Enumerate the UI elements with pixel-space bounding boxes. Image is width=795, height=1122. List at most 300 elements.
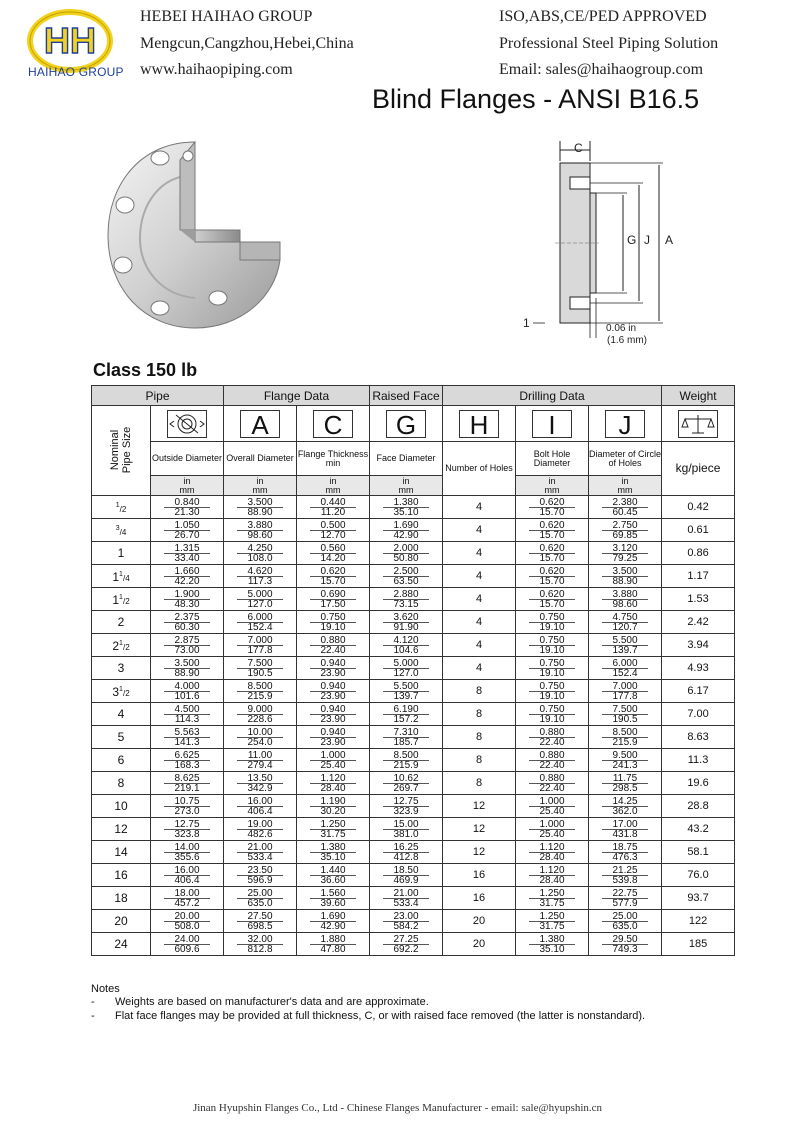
bolt-hole-diameter-in: 1.000 (539, 818, 565, 830)
circle-of-holes-cell (589, 657, 662, 680)
overall-diameter-mm: 254.0 (237, 737, 283, 747)
overall-diameter-cell (224, 818, 297, 841)
bolt-hole-diameter-cell (516, 795, 589, 818)
outside-diameter-in: 18.00 (174, 887, 200, 899)
table-row (92, 818, 735, 841)
tagline: Professional Steel Piping Solution (499, 35, 719, 52)
circle-of-holes-in: 2.380 (612, 496, 638, 508)
outside-diameter-mm: 88.90 (164, 668, 210, 678)
outside-diameter-in: 5.563 (174, 726, 200, 738)
outside-diameter-header: Outside Diameter (151, 442, 224, 476)
bolt-hole-diameter-cell (516, 588, 589, 611)
overall-diameter-in: 25.00 (247, 887, 273, 899)
bolt-hole-diameter-cell (516, 772, 589, 795)
nominal-size-cell (92, 703, 151, 726)
bolt-hole-diameter-cell (516, 818, 589, 841)
outside-diameter-cell (151, 818, 224, 841)
table-row (92, 680, 735, 703)
overall-diameter-mm: 190.5 (237, 668, 283, 678)
outside-diameter-mm: 114.3 (164, 714, 210, 724)
table-row (92, 611, 735, 634)
overall-diameter-in: 5.000 (247, 588, 273, 600)
size-denominator: 2 (121, 504, 127, 514)
nominal-size-cell (92, 611, 151, 634)
number-of-holes-cell: 4 (443, 542, 516, 565)
outside-diameter-mm: 168.3 (164, 760, 210, 770)
bolt-hole-diameter-in: 1.120 (539, 841, 565, 853)
circle-of-holes-mm: 577.9 (602, 898, 648, 908)
bolt-hole-diameter-in: 1.000 (539, 795, 565, 807)
bolt-hole-diameter-in: 0.620 (539, 496, 565, 508)
flange-thickness-in: 0.940 (320, 703, 346, 715)
size-slash: / (119, 504, 122, 514)
size-whole: 1 (112, 592, 120, 607)
number-of-holes-cell: 12 (443, 818, 516, 841)
number-of-holes-cell: 8 (443, 726, 516, 749)
flange-thickness-in: 0.750 (320, 611, 346, 623)
outside-diameter-cell (151, 795, 224, 818)
circle-of-holes-mm: 88.90 (602, 576, 648, 586)
circle-of-holes-mm: 152.4 (602, 668, 648, 678)
flange-thickness-mm: 35.10 (310, 852, 356, 862)
weight-cell: 1.53 (662, 588, 735, 611)
note-text: Flat face flanges may be provided at full thickness, C, or with raised face removed (the latter is nonstandard). (115, 1010, 646, 1022)
flange-thickness-in: 0.940 (320, 657, 346, 669)
face-diameter-mm: 127.0 (383, 668, 429, 678)
nominal-size-cell (92, 634, 151, 657)
outside-diameter-cell (151, 565, 224, 588)
circle-of-holes-header: Diameter of Circle of Holes (589, 442, 662, 476)
outside-diameter-cell (151, 933, 224, 956)
face-diameter-mm: 215.9 (383, 760, 429, 770)
overall-diameter-mm: 117.3 (237, 576, 283, 586)
nominal-size-cell (92, 657, 151, 680)
size-denominator: 4 (121, 527, 127, 537)
outside-diameter-in: 1.315 (174, 542, 200, 554)
face-diameter-cell (370, 887, 443, 910)
size-whole: 2 (117, 614, 125, 629)
number-of-holes-cell: 16 (443, 887, 516, 910)
flange-thickness-mm: 15.70 (310, 576, 356, 586)
size-numerator: 1 (119, 593, 123, 601)
bolt-hole-diameter-in: 1.380 (539, 933, 565, 945)
weight-cell: 8.63 (662, 726, 735, 749)
outside-diameter-cell (151, 680, 224, 703)
outside-diameter-mm: 273.0 (164, 806, 210, 816)
nominal-size-cell (92, 841, 151, 864)
overall-diameter-cell (224, 634, 297, 657)
face-diameter-mm: 139.7 (383, 691, 429, 701)
flange-thickness-cell (297, 818, 370, 841)
flange-thickness-mm: 22.40 (310, 645, 356, 655)
bolt-hole-diameter-in: 0.750 (539, 657, 565, 669)
face-diameter-header: Face Diameter (370, 442, 443, 476)
overall-diameter-in: 6.000 (247, 611, 273, 623)
overall-diameter-in: 4.250 (247, 542, 273, 554)
bolt-hole-diameter-cell (516, 496, 589, 519)
table-row (92, 910, 735, 933)
group-header-drilling-data: Drilling Data (443, 386, 662, 406)
overall-diameter-mm: 215.9 (237, 691, 283, 701)
notes-title: Notes (91, 983, 120, 995)
number-of-holes-cell: 8 (443, 749, 516, 772)
spec-table-body (92, 496, 735, 956)
bolt-hole-diameter-in: 1.250 (539, 887, 565, 899)
bolt-hole-diameter-mm: 22.40 (529, 737, 575, 747)
outside-diameter-in: 16.00 (174, 864, 200, 876)
overall-diameter-in: 9.000 (247, 703, 273, 715)
diagram-label-c: C (574, 141, 583, 155)
overall-diameter-cell (224, 565, 297, 588)
size-whole: 5 (117, 729, 125, 744)
unit-mm: mm (398, 484, 414, 495)
bolt-hole-diameter-mm: 31.75 (529, 921, 575, 931)
size-slash: / (122, 688, 126, 698)
bolt-hole-diameter-mm: 15.70 (529, 599, 575, 609)
size-whole: 10 (114, 798, 128, 813)
diagram-label-g: G (627, 233, 637, 247)
bolt-hole-diameter-cell (516, 841, 589, 864)
bolt-hole-diameter-cell (516, 680, 589, 703)
flange-thickness-mm: 19.10 (310, 622, 356, 632)
circle-of-holes-cell (589, 496, 662, 519)
overall-diameter-mm: 482.6 (237, 829, 283, 839)
number-of-holes-cell: 4 (443, 565, 516, 588)
face-diameter-mm: 157.2 (383, 714, 429, 724)
size-whole: 8 (117, 775, 125, 790)
flange-thickness-in: 0.940 (320, 680, 346, 692)
table-row (92, 726, 735, 749)
overall-diameter-header: Overall Diameter (224, 442, 297, 476)
overall-diameter-mm: 596.9 (237, 875, 283, 885)
overall-diameter-cell (224, 864, 297, 887)
circle-of-holes-mm: 476.3 (602, 852, 648, 862)
circle-of-holes-cell (589, 864, 662, 887)
note-item (91, 996, 429, 1008)
overall-diameter-mm: 698.5 (237, 921, 283, 931)
table-row (92, 933, 735, 956)
overall-diameter-in: 3.880 (247, 519, 273, 531)
face-diameter-cell (370, 565, 443, 588)
circle-of-holes-cell (589, 933, 662, 956)
size-denominator: 2 (125, 688, 130, 698)
face-diameter-in: 12.75 (393, 795, 419, 807)
flange-thickness-in: 0.690 (320, 588, 346, 600)
outside-diameter-cell (151, 749, 224, 772)
circle-of-holes-in: 3.500 (612, 565, 638, 577)
circle-of-holes-mm: 635.0 (602, 921, 648, 931)
dimension-a-icon: A (240, 410, 280, 438)
unit-in: in (621, 475, 629, 486)
face-diameter-in: 8.500 (393, 749, 419, 761)
weight-cell: 93.7 (662, 887, 735, 910)
outside-diameter-cell (151, 887, 224, 910)
outside-diameter-in: 1.660 (174, 565, 200, 577)
size-slash: / (119, 527, 122, 537)
bolt-hole-diameter-header: Bolt Hole Diameter (516, 442, 589, 476)
face-diameter-in: 15.00 (393, 818, 419, 830)
flange-thickness-in: 1.560 (320, 887, 346, 899)
table-row (92, 634, 735, 657)
flange-thickness-in: 1.880 (320, 933, 346, 945)
circle-of-holes-mm: 298.5 (602, 783, 648, 793)
face-diameter-in: 1.380 (393, 496, 419, 508)
outside-diameter-in: 8.625 (174, 772, 200, 784)
flange-thickness-cell (297, 795, 370, 818)
unit-mm: mm (179, 484, 195, 495)
circle-of-holes-mm: 362.0 (602, 806, 648, 816)
bolt-hole-diameter-cell (516, 726, 589, 749)
overall-diameter-in: 4.620 (247, 565, 273, 577)
face-diameter-mm: 73.15 (383, 599, 429, 609)
bolt-hole-diameter-cell (516, 910, 589, 933)
nominal-size-cell (92, 680, 151, 703)
size-whole: 6 (117, 752, 125, 767)
circle-of-holes-mm: 241.3 (602, 760, 648, 770)
face-diameter-mm: 185.7 (383, 737, 429, 747)
overall-diameter-in: 16.00 (247, 795, 273, 807)
face-diameter-mm: 63.50 (383, 576, 429, 586)
company-name: HEBEI HAIHAO GROUP (140, 8, 313, 25)
circle-of-holes-mm: 120.7 (602, 622, 648, 632)
outside-diameter-cell (151, 496, 224, 519)
overall-diameter-cell (224, 542, 297, 565)
overall-diameter-mm: 635.0 (237, 898, 283, 908)
note-text: Weights are based on manufacturer's data and are approximate. (115, 996, 429, 1008)
flange-dimension-diagram (515, 133, 710, 348)
flange-thickness-mm: 30.20 (310, 806, 356, 816)
face-diameter-cell (370, 818, 443, 841)
outside-diameter-cell (151, 726, 224, 749)
flange-thickness-cell (297, 634, 370, 657)
face-diameter-in: 1.690 (393, 519, 419, 531)
unit-mm: mm (617, 484, 633, 495)
nominal-size-cell (92, 818, 151, 841)
blind-flange-spec-table (91, 385, 735, 956)
unit-in: in (402, 475, 410, 486)
weight-cell: 1.17 (662, 565, 735, 588)
size-whole: 16 (114, 867, 128, 882)
size-denominator: 4 (125, 573, 130, 583)
number-of-holes-cell: 8 (443, 772, 516, 795)
face-diameter-in: 16.25 (393, 841, 419, 853)
overall-diameter-cell (224, 887, 297, 910)
outside-diameter-in: 10.75 (174, 795, 200, 807)
overall-diameter-cell (224, 841, 297, 864)
overall-diameter-cell (224, 519, 297, 542)
size-whole: 14 (114, 844, 128, 859)
overall-diameter-mm: 279.4 (237, 760, 283, 770)
weight-cell: 6.17 (662, 680, 735, 703)
number-of-holes-cell: 16 (443, 864, 516, 887)
outside-diameter-in: 1.050 (174, 519, 200, 531)
flange-thickness-in: 1.190 (320, 795, 346, 807)
bolt-hole-diameter-mm: 15.70 (529, 530, 575, 540)
outside-diameter-mm: 508.0 (164, 921, 210, 931)
face-diameter-cell (370, 864, 443, 887)
face-diameter-mm: 91.90 (383, 622, 429, 632)
face-diameter-mm: 469.9 (383, 875, 429, 885)
circle-of-holes-cell (589, 565, 662, 588)
bolt-hole-diameter-mm: 22.40 (529, 783, 575, 793)
number-of-holes-cell: 8 (443, 703, 516, 726)
circle-of-holes-mm: 69.85 (602, 530, 648, 540)
flange-thickness-in: 1.440 (320, 864, 346, 876)
circle-of-holes-cell (589, 703, 662, 726)
dimension-c-icon: C (313, 410, 353, 438)
size-whole: 12 (114, 821, 128, 836)
outside-diameter-in: 0.840 (174, 496, 200, 508)
bolt-hole-diameter-in: 0.620 (539, 565, 565, 577)
outside-diameter-cell (151, 657, 224, 680)
face-diameter-cell (370, 680, 443, 703)
class-heading: Class 150 lb (93, 360, 198, 380)
weight-cell: 7.00 (662, 703, 735, 726)
face-diameter-in: 27.25 (393, 933, 419, 945)
flange-thickness-mm: 25.40 (310, 760, 356, 770)
size-whole: 2 (112, 638, 120, 653)
number-of-holes-cell: 4 (443, 588, 516, 611)
dimension-h-icon: H (459, 410, 499, 438)
table-row (92, 864, 735, 887)
flange-thickness-in: 0.940 (320, 726, 346, 738)
unit-mm: mm (544, 484, 560, 495)
nominal-size-cell (92, 933, 151, 956)
number-of-holes-cell: 12 (443, 795, 516, 818)
circle-of-holes-mm: 215.9 (602, 737, 648, 747)
flange-cutaway-image (100, 130, 290, 340)
circle-of-holes-mm: 749.3 (602, 944, 648, 954)
face-diameter-in: 2.500 (393, 565, 419, 577)
weight-cell: 122 (662, 910, 735, 933)
bolt-hole-diameter-mm: 19.10 (529, 691, 575, 701)
circle-of-holes-in: 6.000 (612, 657, 638, 669)
bolt-hole-diameter-in: 0.750 (539, 680, 565, 692)
overall-diameter-mm: 177.8 (237, 645, 283, 655)
number-of-holes-cell: 4 (443, 611, 516, 634)
company-email[interactable]: Email: sales@haihaogroup.com (499, 61, 704, 78)
flange-thickness-cell (297, 726, 370, 749)
table-row (92, 772, 735, 795)
overall-diameter-mm: 228.6 (237, 714, 283, 724)
weight-cell: 19.6 (662, 772, 735, 795)
face-diameter-in: 4.120 (393, 634, 419, 646)
bolt-hole-diameter-mm: 15.70 (529, 507, 575, 517)
face-diameter-mm: 584.2 (383, 921, 429, 931)
unit-in: in (256, 475, 264, 486)
circle-of-holes-in: 29.50 (612, 933, 638, 945)
note-bullet: - (91, 1010, 95, 1022)
face-diameter-in: 5.500 (393, 680, 419, 692)
outside-diameter-cell (151, 611, 224, 634)
flange-thickness-mm: 36.60 (310, 875, 356, 885)
face-diameter-cell (370, 910, 443, 933)
flange-thickness-cell (297, 496, 370, 519)
dimension-i-icon: I (532, 410, 572, 438)
circle-of-holes-cell (589, 772, 662, 795)
circle-of-holes-mm: 177.8 (602, 691, 648, 701)
bolt-hole-diameter-in: 0.620 (539, 588, 565, 600)
circle-of-holes-in: 7.500 (612, 703, 638, 715)
number-of-holes-cell: 20 (443, 933, 516, 956)
outside-diameter-cell (151, 588, 224, 611)
bolt-hole-diameter-cell (516, 519, 589, 542)
number-of-holes-cell: 20 (443, 910, 516, 933)
number-of-holes-cell: 12 (443, 841, 516, 864)
flange-thickness-mm: 39.60 (310, 898, 356, 908)
nominal-size-cell (92, 772, 151, 795)
bolt-hole-diameter-in: 1.120 (539, 864, 565, 876)
flange-thickness-cell (297, 772, 370, 795)
bolt-hole-diameter-in: 0.620 (539, 542, 565, 554)
face-diameter-mm: 42.90 (383, 530, 429, 540)
outside-diameter-mm: 406.4 (164, 875, 210, 885)
overall-diameter-in: 3.500 (247, 496, 273, 508)
outside-diameter-mm: 323.8 (164, 829, 210, 839)
company-website[interactable]: www.haihaopiping.com (140, 61, 293, 78)
outside-diameter-mm: 73.00 (164, 645, 210, 655)
outside-diameter-in: 2.375 (174, 611, 200, 623)
face-diameter-in: 3.620 (393, 611, 419, 623)
outside-diameter-in: 24.00 (174, 933, 200, 945)
document-title: Blind Flanges - ANSI B16.5 (372, 84, 700, 114)
bolt-hole-diameter-cell (516, 634, 589, 657)
face-diameter-in: 2.880 (393, 588, 419, 600)
page-footer: Jinan Hyupshin Flanges Co., Ltd - Chinese Flanges Manufacturer - email: sale@hyupshin.cn (192, 1102, 603, 1114)
table-row (92, 703, 735, 726)
face-diameter-cell (370, 841, 443, 864)
overall-diameter-mm: 127.0 (237, 599, 283, 609)
circle-of-holes-mm: 190.5 (602, 714, 648, 724)
face-diameter-cell (370, 795, 443, 818)
unit-in: in (548, 475, 556, 486)
bolt-hole-diameter-cell (516, 657, 589, 680)
bolt-hole-diameter-cell (516, 749, 589, 772)
circle-of-holes-mm: 431.8 (602, 829, 648, 839)
overall-diameter-cell (224, 749, 297, 772)
size-whole: 1 (117, 545, 125, 560)
bolt-hole-diameter-cell (516, 565, 589, 588)
overall-diameter-in: 13.50 (247, 772, 273, 784)
table-row (92, 657, 735, 680)
face-diameter-mm: 50.80 (383, 553, 429, 563)
overall-diameter-cell (224, 933, 297, 956)
circle-of-holes-in: 9.500 (612, 749, 638, 761)
face-diameter-in: 2.000 (393, 542, 419, 554)
overall-diameter-mm: 812.8 (237, 944, 283, 954)
overall-diameter-cell (224, 772, 297, 795)
overall-diameter-cell (224, 588, 297, 611)
flange-thickness-in: 0.880 (320, 634, 346, 646)
outside-diameter-mm: 101.6 (164, 691, 210, 701)
flange-thickness-in: 1.380 (320, 841, 346, 853)
overall-diameter-cell (224, 726, 297, 749)
diagram-label-one: 1 (523, 316, 530, 330)
flange-thickness-header: Flange Thickness min (297, 442, 370, 476)
circle-of-holes-cell (589, 841, 662, 864)
overall-diameter-cell (224, 680, 297, 703)
number-of-holes-cell: 4 (443, 519, 516, 542)
circle-of-holes-in: 8.500 (612, 726, 638, 738)
raised-face-height-in: 0.06 in (606, 323, 637, 334)
face-diameter-mm: 104.6 (383, 645, 429, 655)
flange-thickness-cell (297, 887, 370, 910)
overall-diameter-in: 21.00 (247, 841, 273, 853)
circle-of-holes-in: 3.880 (612, 588, 638, 600)
weight-scale-icon (678, 410, 718, 438)
weight-cell: 185 (662, 933, 735, 956)
flange-thickness-mm: 47.80 (310, 944, 356, 954)
